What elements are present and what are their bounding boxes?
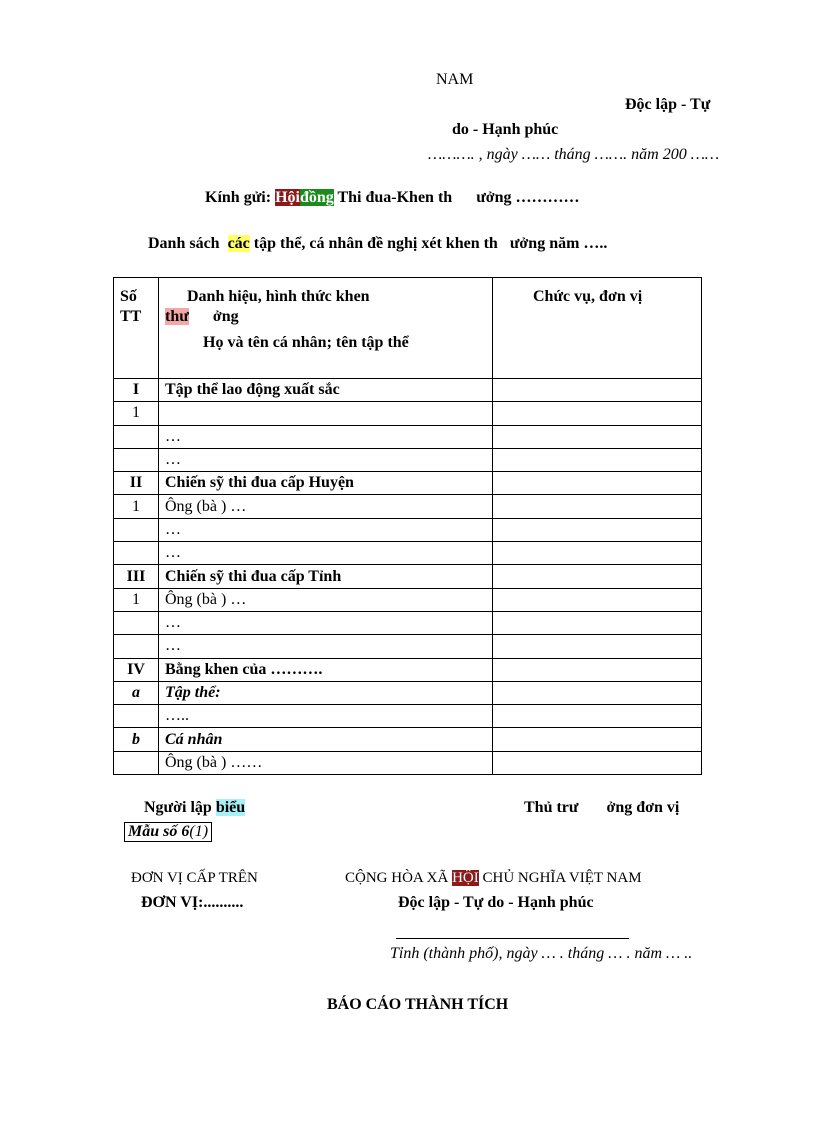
row-no: 1: [114, 402, 159, 425]
header-stt-line1: Số: [120, 288, 137, 305]
row-unit: [493, 705, 702, 728]
recipient-rest: Thi đua-Khen th: [337, 189, 453, 206]
form-label-mau-so: Mẫu số 6: [128, 823, 190, 840]
row-unit: [493, 635, 702, 658]
list-title-before: Danh sách: [148, 235, 220, 252]
row-name: …: [159, 425, 493, 448]
row-name: Ông (bà ) …: [159, 495, 493, 518]
recipient-line: [205, 189, 580, 207]
row-no: II: [114, 472, 159, 495]
row-no: [114, 542, 159, 565]
recipient-tail: ưởng …………: [476, 189, 580, 206]
row-no: 1: [114, 495, 159, 518]
row-name: …: [159, 542, 493, 565]
recipient-dong: đồng: [299, 189, 334, 206]
cong-hoa-after: CHỦ NGHĨA VIỆT NAM: [482, 870, 642, 886]
motto: Độc lập - Tự do - Hạnh phúc: [398, 894, 594, 911]
table-row: [114, 472, 702, 495]
row-unit: [493, 472, 702, 495]
row-no: b: [114, 728, 159, 751]
row-name: Tập thể lao động xuất sắc: [159, 379, 493, 402]
table-row: [114, 751, 702, 774]
row-name: Ông (bà ) …: [159, 588, 493, 611]
form-label: [124, 822, 212, 842]
recipient-hoi: Hội: [275, 189, 300, 206]
cong-hoa-before: CỘNG HÒA XÃ: [345, 870, 449, 886]
list-title: [148, 235, 607, 253]
row-unit: [493, 751, 702, 774]
row-unit: [493, 495, 702, 518]
signature-head: [524, 799, 679, 817]
award-table: [113, 277, 702, 775]
row-no: [114, 705, 159, 728]
row-unit: [493, 542, 702, 565]
second-date-line: Tỉnh (thành phố), ngày … . tháng … . năm … ..: [390, 945, 693, 962]
header-title-thu: thư: [165, 308, 189, 325]
header-nam: NAM: [436, 71, 474, 88]
row-name: …: [159, 448, 493, 471]
row-no: a: [114, 681, 159, 704]
row-unit: [493, 379, 702, 402]
header-hanh-phuc: do - Hạnh phúc: [452, 121, 559, 138]
signature-bieu: biểu: [215, 799, 246, 816]
header-title-ong: ởng: [212, 308, 239, 325]
header-title-line3: Họ và tên cá nhân; tên tập thể: [203, 334, 409, 351]
table-header-row: [114, 278, 702, 379]
row-name: Tập thể:: [159, 681, 493, 704]
row-name: …: [159, 635, 493, 658]
table-row: [114, 542, 702, 565]
signature-nguoi-lap: Người lập: [144, 799, 212, 816]
table-row: [114, 705, 702, 728]
motto-underline: [396, 938, 629, 939]
table-row: [114, 588, 702, 611]
table-row: [114, 658, 702, 681]
table-row: [114, 681, 702, 704]
row-no: [114, 751, 159, 774]
row-no: [114, 448, 159, 471]
table-row: [114, 635, 702, 658]
header-stt: [114, 278, 159, 379]
row-name: [159, 402, 493, 425]
row-name: Cá nhân: [159, 728, 493, 751]
don-vi-cap-tren: ĐƠN VỊ CẤP TRÊN: [131, 870, 258, 886]
row-no: [114, 425, 159, 448]
row-name: Ông (bà ) ……: [159, 751, 493, 774]
header-stt-line2: TT: [120, 308, 142, 325]
list-title-cac: các: [227, 235, 250, 252]
row-name: …..: [159, 705, 493, 728]
signature-thu-truong-tail: ởng đơn vị: [606, 799, 680, 816]
row-unit: [493, 611, 702, 634]
row-no: 1: [114, 588, 159, 611]
row-unit: [493, 448, 702, 471]
table-row: [114, 518, 702, 541]
header-date-line: ………. , ngày …… tháng ……. năm 200 ……: [428, 146, 720, 163]
recipient-prefix: Kính gửi:: [205, 189, 272, 206]
row-name: Bằng khen của ……….: [159, 658, 493, 681]
row-name: …: [159, 611, 493, 634]
row-unit: [493, 565, 702, 588]
row-unit: [493, 402, 702, 425]
header-unit: Chức vụ, đơn vị: [493, 278, 702, 379]
row-unit: [493, 728, 702, 751]
header-title: [159, 278, 493, 379]
cong-hoa-line: [345, 870, 642, 887]
row-unit: [493, 518, 702, 541]
row-no: III: [114, 565, 159, 588]
table-row: [114, 728, 702, 751]
table-row: [114, 379, 702, 402]
signature-thu-truong: Thủ trư: [524, 799, 579, 816]
row-unit: [493, 425, 702, 448]
signature-creator: [144, 799, 245, 817]
table-row: [114, 495, 702, 518]
cong-hoa-hoi: HỘI: [452, 870, 479, 886]
header-title-line1: Danh hiệu, hình thức khen: [187, 288, 370, 305]
table-row: [114, 565, 702, 588]
list-title-after: tập thể, cá nhân đề nghị xét khen th: [253, 235, 498, 252]
row-no: [114, 635, 159, 658]
report-title: BÁO CÁO THÀNH TÍCH: [327, 996, 509, 1013]
row-unit: [493, 681, 702, 704]
row-name: Chiến sỹ thi đua cấp Tỉnh: [159, 565, 493, 588]
row-unit: [493, 588, 702, 611]
list-title-tail: ưởng năm …..: [509, 235, 608, 252]
row-no: I: [114, 379, 159, 402]
row-no: IV: [114, 658, 159, 681]
table-row: [114, 611, 702, 634]
row-no: [114, 611, 159, 634]
table-row: [114, 448, 702, 471]
don-vi: ĐƠN VỊ:..........: [141, 894, 244, 911]
table-row: [114, 402, 702, 425]
row-name: Chiến sỹ thi đua cấp Huyện: [159, 472, 493, 495]
row-unit: [493, 658, 702, 681]
table-row: [114, 425, 702, 448]
row-no: [114, 518, 159, 541]
header-doc-lap: Độc lập - Tự: [625, 96, 711, 113]
form-label-num: (1): [189, 823, 209, 840]
row-name: …: [159, 518, 493, 541]
